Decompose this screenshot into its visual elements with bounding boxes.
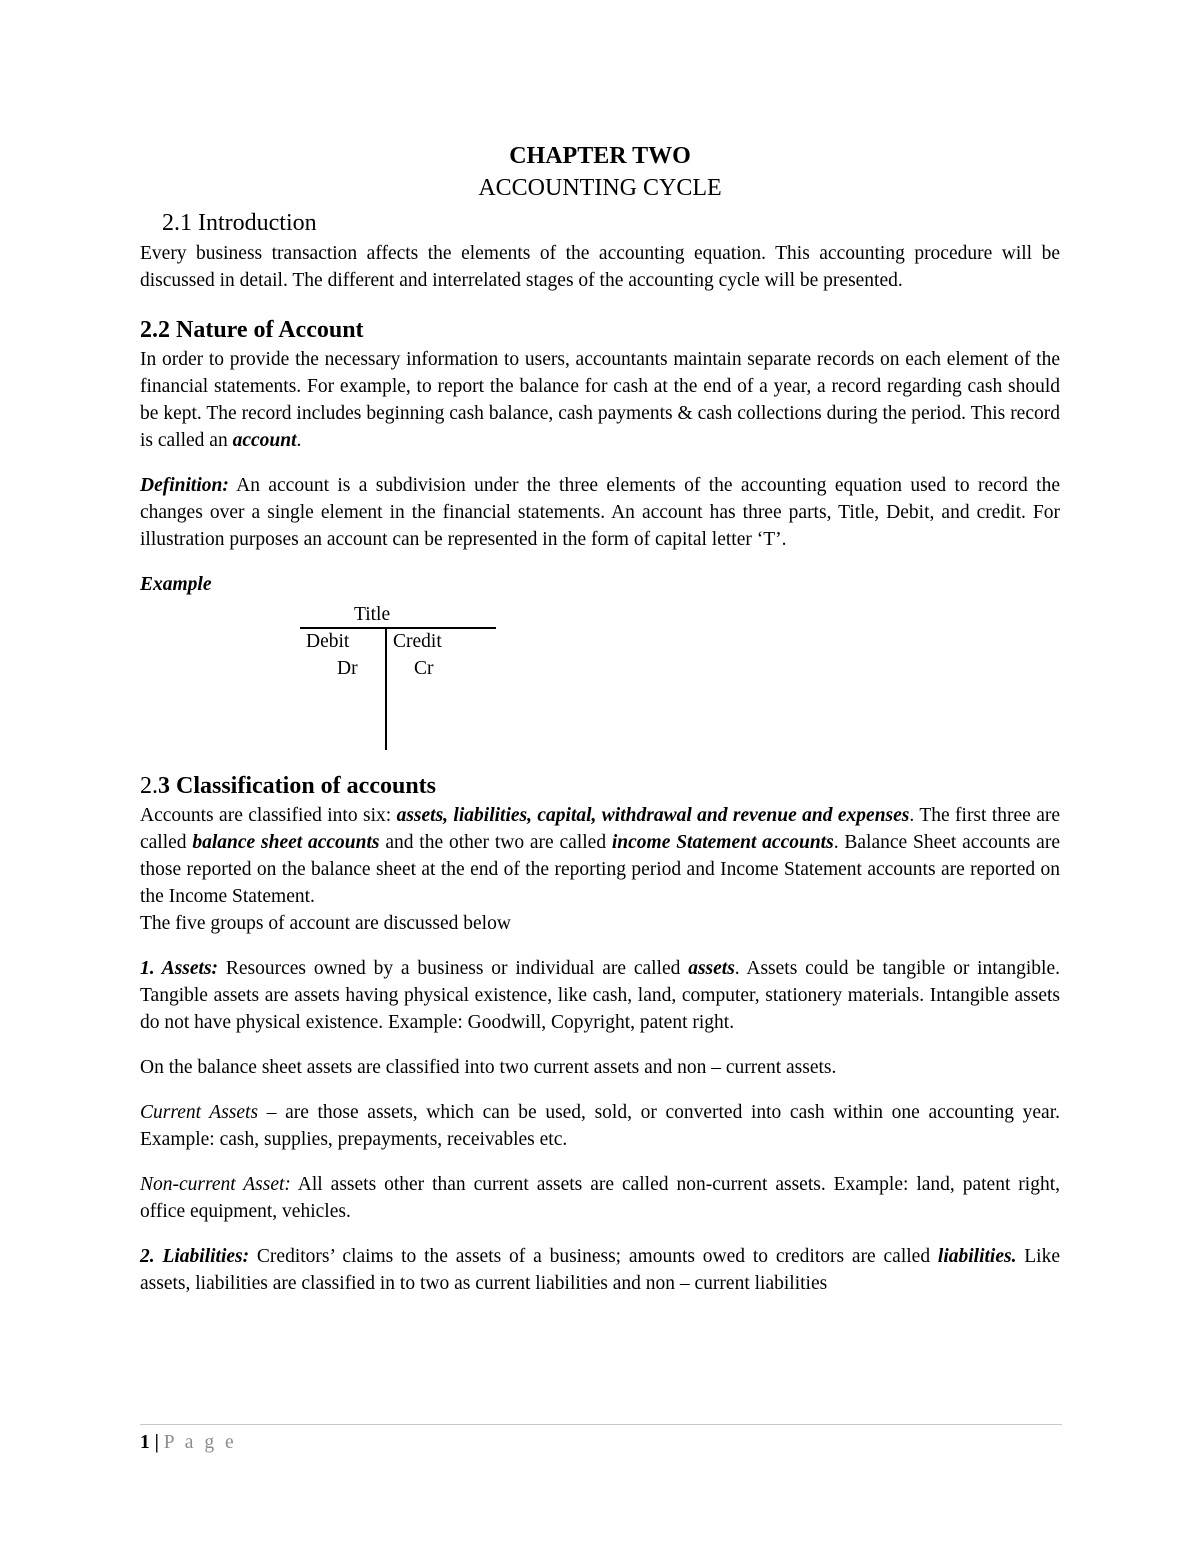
t-account-vertical-line (385, 628, 387, 750)
section-heading-classification (140, 770, 1060, 802)
non-current-assets-label: Non-current Asset: (140, 1174, 291, 1195)
chapter-subtitle: ACCOUNTING CYCLE (478, 175, 722, 201)
current-assets-label: Current Assets (140, 1102, 259, 1123)
assets-term: assets (688, 958, 735, 979)
non-current-assets-text: All assets other than current assets are called non-current assets. Example: land, patent right, office equipment, vehicles. (140, 1174, 1061, 1222)
classification-text-d: . Balance Sheet accounts are those reported on the balance sheet at the end of the reporting period and Income Statement accounts are reported on the Income Statement. (140, 832, 1060, 907)
footer-separator: | (149, 1432, 164, 1453)
section-heading-introduction: 2.1 Introduction (162, 210, 317, 236)
liabilities-text-b: Like assets, liabilities are classified in to two as current liabilities and non – current liabilities (140, 1246, 1061, 1294)
assets-paragraph (140, 955, 1060, 1036)
t-account-title: Title (354, 604, 391, 625)
liabilities-term: liabilities. (937, 1246, 1017, 1267)
page-content (140, 140, 1060, 1297)
current-assets-text: – are those assets, which can be used, sold, or converted into cash within one accounting year. Example: cash, supplies, prepayments, receivables etc. (140, 1102, 1060, 1150)
current-assets-paragraph (140, 1099, 1060, 1153)
classification-text-a: Accounts are classified into six: (140, 805, 397, 826)
assets-text-b: . Assets could be tangible or intangible. Tangible assets are assets having physical existence, like cash, land, computer, stationery materials. Intangible assets do not have physical existence. Example: Goodwill, Copyright, patent right. (140, 958, 1060, 1033)
introduction-paragraph: Every business transaction affects the elements of the accounting equation. This accounting procedure will be discussed in detail. The different and interrelated stages of the accounting cycle will be presented. (140, 243, 1060, 291)
footer-divider (140, 1424, 1062, 1425)
balance-sheet-accounts-term: balance sheet accounts (192, 832, 380, 853)
account-term: account (232, 430, 297, 451)
page-number: 1 (140, 1432, 150, 1453)
example-label: Example (140, 574, 212, 595)
balance-sheet-assets-paragraph: On the balance sheet assets are classified into two current assets and non – current assets. (140, 1057, 837, 1078)
assets-text-a: Resources owned by a business or individual are called (218, 958, 689, 979)
t-account-dr: Dr (337, 658, 358, 679)
t-account-cr: Cr (414, 658, 434, 679)
t-account-diagram (140, 598, 1060, 764)
groups-intro-line: The five groups of account are discussed below (140, 913, 511, 934)
income-statement-accounts-term: income Statement accounts (611, 832, 834, 853)
definition-text: An account is a subdivision under the three elements of the accounting equation used to record the changes over a single element in the financial statements. An account has three parts, Title, Debit, and credit. For illustration purposes an account can be represented in the form of capital letter ‘T’. (140, 475, 1060, 550)
nature-text: In order to provide the necessary information to users, accountants maintain separate records on each element of the financial statements. For example, to report the balance for cash at the end of a year, a record regarding cash should be kept. The record includes beginning cash balance, cash payments & cash collections during the period. This record is called an (140, 349, 1060, 451)
classification-text-b: . The first three are called (140, 805, 1061, 853)
classification-heading-number: 2. (140, 773, 158, 799)
classification-text-c: and the other two are called (379, 832, 612, 853)
definition-label: Definition: (140, 475, 229, 496)
t-account-credit: Credit (393, 631, 442, 652)
liabilities-paragraph (140, 1243, 1060, 1297)
account-types-list: assets, liabilities, capital, withdrawal and revenue and expenses (396, 805, 910, 826)
non-current-assets-paragraph (140, 1171, 1060, 1225)
definition-paragraph (140, 472, 1060, 553)
t-account-debit: Debit (306, 631, 350, 652)
section-heading-nature-of-account: 2.2 Nature of Account (140, 317, 364, 343)
classification-paragraph (140, 802, 1060, 910)
assets-label: 1. Assets: (140, 958, 219, 979)
page-word: P a g e (163, 1432, 237, 1453)
liabilities-text-a: Creditors’ claims to the assets of a business; amounts owed to creditors are called (249, 1246, 938, 1267)
classification-heading-text: 3 Classification of accounts (158, 773, 436, 799)
nature-paragraph (140, 346, 1060, 454)
page-footer (140, 1430, 237, 1456)
t-account-horizontal-line (300, 627, 496, 629)
liabilities-label: 2. Liabilities: (140, 1246, 250, 1267)
nature-text-end: . (296, 430, 302, 451)
chapter-title: CHAPTER TWO (509, 143, 691, 169)
